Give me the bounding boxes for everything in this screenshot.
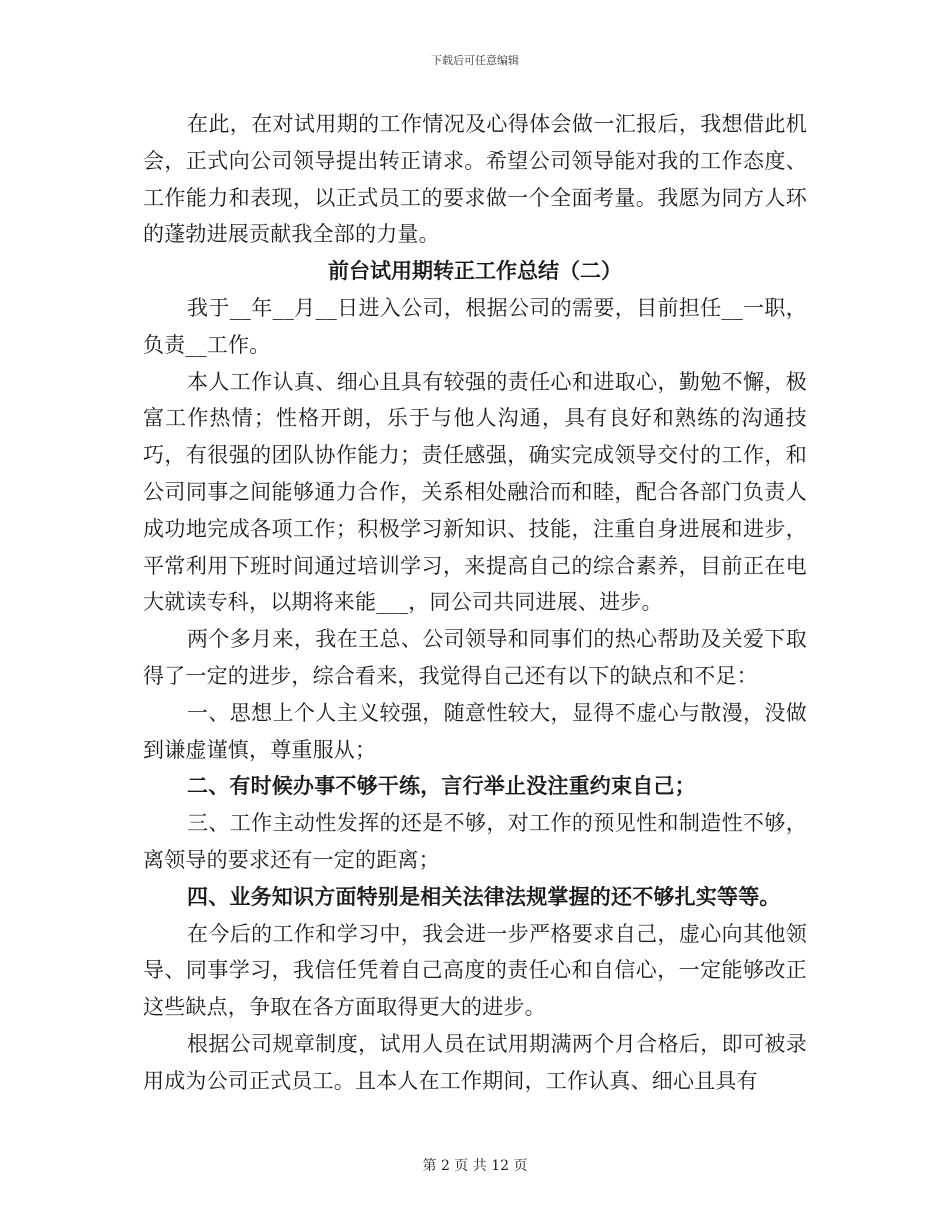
paragraph-strengths: 本人工作认真、细心且具有较强的责任心和进取心，勤勉不懈，极富工作热情；性格开朗，乐于与他人沟通，具有良好和熟练的沟通技巧，有很强的团队协作能力；责任感强，确实完成领导交付的工作，和公司同事之间能够通力合作，关系相处融洽而和睦，配合各部门负责人成功地完成各项工作；积极学习新知识、技能，注重自身进展和进步，平常利用下班时间通过培训学习，来提高自己的综合素养，目前正在电大就读专科，以期将来能___，同公司共同进展、进步。 [143,369,807,615]
page-header: 下载后可任意编辑 [431,54,519,67]
paragraph-request: 在此，在对试用期的工作情况及心得体会做一汇报后，我想借此机会，正式向公司领导提出转正请求。希望公司领导能对我的工作态度、工作能力和表现，以正式员工的要求做一个全面考量。我愿为同方人环的蓬勃进展贡献我全部的力量。 [143,112,807,247]
paragraph-intro: 我于__年__月__日进入公司，根据公司的需要，目前担任__一职，负责__工作。 [143,295,807,357]
page-number: 第 2 页 共 12 页 [422,1158,528,1174]
paragraph-future: 在今后的工作和学习中，我会进一步严格要求自己，虚心向其他领导、同事学习，我信任凭着自己高度的责任心和自信心，一定能够改正这些缺点，争取在各方面取得更大的进步。 [143,921,807,1020]
document-body [143,106,807,1100]
shortcoming-item-3: 三、工作主动性发挥的还是不够，对工作的预见性和制造性不够，离领导的要求还有一定的距离； [143,811,807,872]
section-title: 前台试用期转正工作总结（二） [328,259,622,284]
shortcoming-item-4: 四、业务知识方面特别是相关法律法规掌握的还不够扎实等等。 [187,884,781,909]
shortcoming-item-2: 二、有时候办事不够干练，言行举止没注重约束自己； [187,774,696,799]
paragraph-regulations: 根据公司规章制度，试用人员在试用期满两个月合格后，即可被录用成为公司正式员工。且本人在工作期间，工作认真、细心且具有 [143,1031,807,1093]
paragraph-progress: 两个多月来，我在王总、公司领导和同事们的热心帮助及关爱下取得了一定的进步，综合看来，我觉得自己还有以下的缺点和不足： [143,627,807,688]
shortcoming-item-1: 一、思想上个人主义较强，随意性较大，显得不虚心与散漫，没做到谦虚谨慎，尊重服从； [143,700,807,762]
